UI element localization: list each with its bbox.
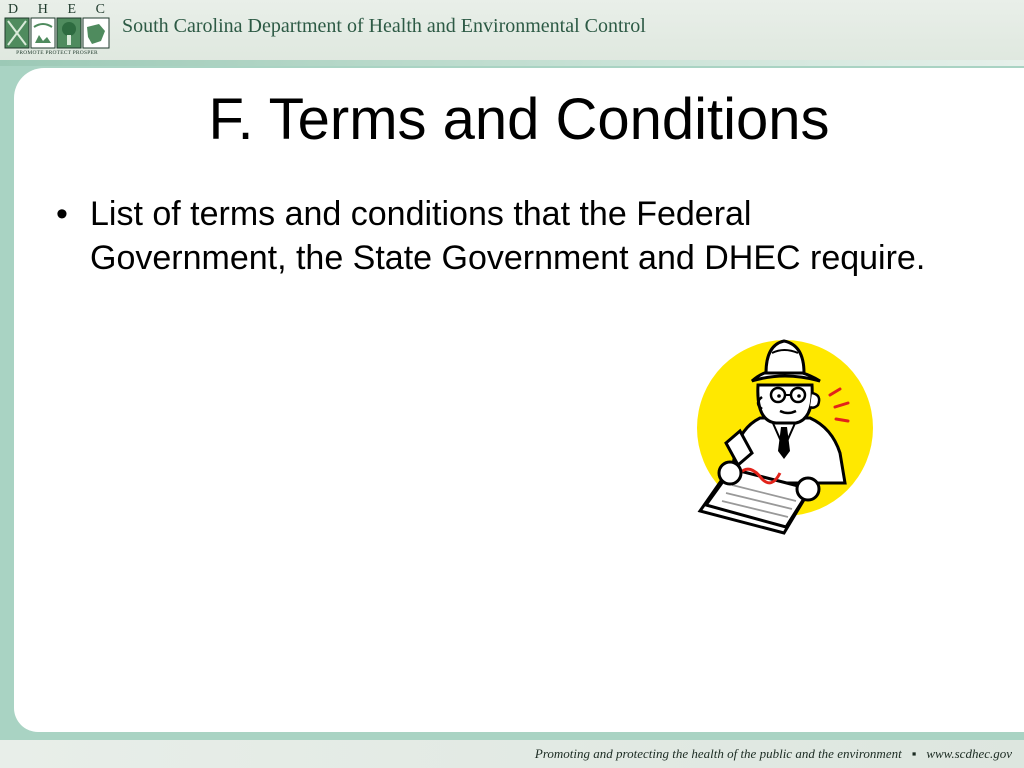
footer-tagline: Promoting and protecting the health of the public and the environment xyxy=(534,746,902,761)
inspector-reading-document-icon xyxy=(680,323,880,538)
footer-separator: ▪ xyxy=(911,746,917,761)
header-bar xyxy=(0,0,1024,62)
footer-text xyxy=(535,746,1012,762)
logo-tagline: PROMOTE PROTECT PROSPER xyxy=(16,50,98,56)
slide-content xyxy=(14,68,1024,732)
bullet-list xyxy=(54,192,934,280)
logo-letters xyxy=(4,2,110,18)
logo-letter-e: E xyxy=(67,2,78,17)
bullet-marker: • xyxy=(56,195,68,233)
slide-title: F. Terms and Conditions xyxy=(208,87,830,152)
footer-bar xyxy=(0,740,1024,768)
logo-letter-c: C xyxy=(95,2,106,17)
agency-name: South Carolina Department of Health and Environmental Control xyxy=(122,15,646,37)
logo-letter-h: H xyxy=(37,2,49,17)
dhec-logo-panels-icon xyxy=(4,17,110,49)
bullet-text: List of terms and conditions that the Federal Government, the State Government and DHEC require. xyxy=(90,195,926,277)
header-divider xyxy=(0,60,1024,66)
dhec-logo xyxy=(4,2,110,58)
bullet-item xyxy=(54,192,934,280)
footer-website-link[interactable]: www.scdhec.gov xyxy=(926,746,1012,761)
logo-letter-d: D xyxy=(8,2,20,17)
